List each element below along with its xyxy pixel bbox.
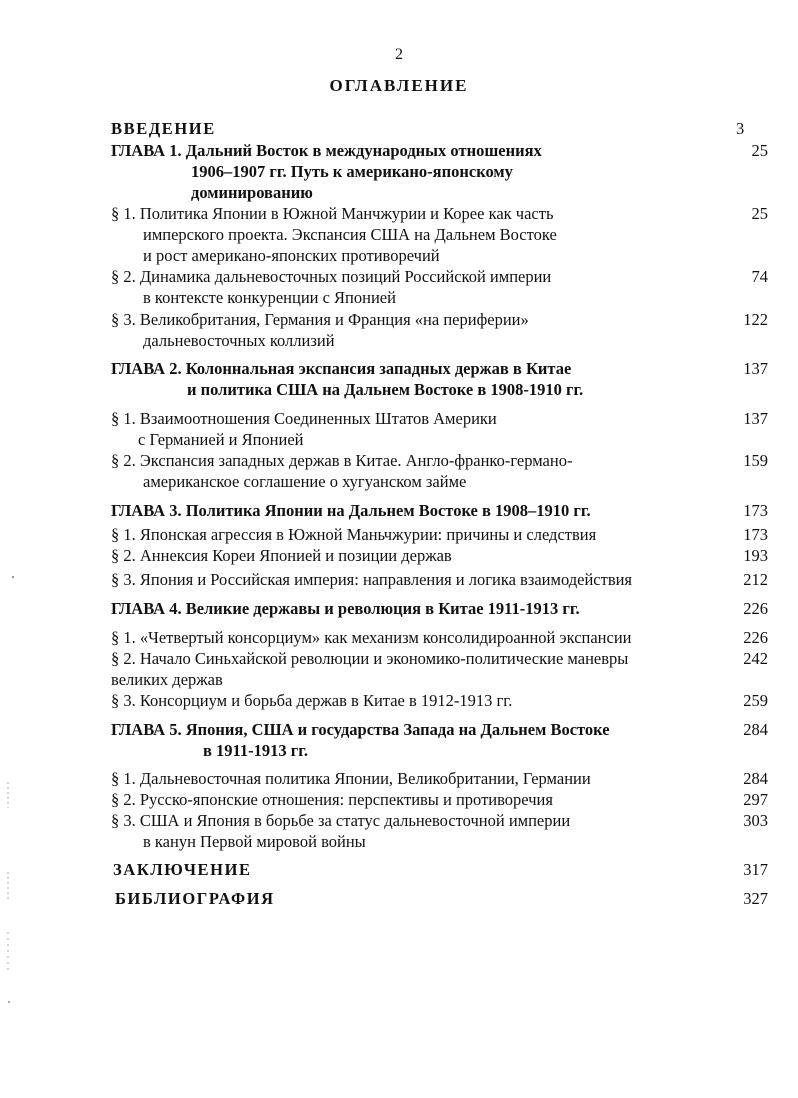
toc-conclusion-page: 317 <box>743 860 768 879</box>
section-line: § 2. Динамика дальневосточных позиций Российской империи <box>111 267 552 286</box>
section-line: § 2. Экспансия западных держав в Китае. Англо-франко-германо- <box>111 451 573 470</box>
section-page: 193 <box>743 546 768 565</box>
section-page: 259 <box>743 691 768 710</box>
section-line: § 1. Политика Японии в Южной Манчжурии и Корее как часть <box>111 204 554 223</box>
chapter-1-title-line-3: доминированию <box>191 183 313 202</box>
section-line: в контексте конкуренции с Японией <box>143 288 396 307</box>
section-line: § 3. Великобритания, Германия и Франция «на периферии» <box>111 310 529 329</box>
section-line: § 2. Аннексия Кореи Японией и позиции держав <box>111 546 452 565</box>
section-page: 122 <box>743 310 768 329</box>
section-line: в канун Первой мировой войны <box>143 832 366 851</box>
section-page: 173 <box>743 525 768 544</box>
toc-intro-page: 3 <box>736 119 745 138</box>
page-title: ОГЛАВЛЕНИЕ <box>329 76 469 95</box>
section-line: имперского проекта. Экспансия США на Дальнем Востоке <box>143 225 557 244</box>
section-page: 284 <box>743 769 768 788</box>
section-page: 25 <box>751 204 768 223</box>
section-page: 159 <box>743 451 768 470</box>
section-line: и рост американо-японских противоречий <box>143 246 440 265</box>
section-line: § 3. Япония и Российская империя: направления и логика взаимодействия <box>111 570 633 589</box>
section-page: 226 <box>743 628 768 647</box>
page-number: 2 <box>395 46 403 63</box>
chapter-4-title-line-1: ГЛАВА 4. Великие державы и революция в Китае 1911-1913 гг. <box>111 599 580 618</box>
toc-conclusion-label: ЗАКЛЮЧЕНИЕ <box>113 860 252 879</box>
toc-bibliography-page: 327 <box>743 889 768 908</box>
chapter-5-title-line-2: в 1911-1913 гг. <box>203 741 308 760</box>
chapter-1-title-line-2: 1906–1907 гг. Путь к американо-японскому <box>191 162 513 181</box>
section-line: § 1. «Четвертый консорциум» как механизм консолидироанной экспансии <box>111 628 632 647</box>
section-line: § 2. Начало Синьхайской революции и экономико-политические маневры <box>111 649 629 668</box>
chapter-1-title-line-1: ГЛАВА 1. Дальний Восток в международных отношениях <box>111 141 542 160</box>
chapter-2-title-line-1: ГЛАВА 2. Колоннальная экспансия западных держав в Китае <box>111 359 572 378</box>
section-page: 74 <box>751 267 768 286</box>
chapter-3-title-line-1: ГЛАВА 3. Политика Японии на Дальнем Востоке в 1908–1910 гг. <box>111 501 591 520</box>
section-line: § 3. Консорциум и борьба держав в Китае в 1912-1913 гг. <box>111 691 513 710</box>
section-line: § 1. Взаимоотношения Соединенных Штатов Америки <box>111 409 497 428</box>
section-line: § 1. Японская агрессия в Южной Маньчжурии: причины и следствия <box>111 525 597 544</box>
scan-specks <box>0 560 20 1020</box>
section-line: дальневосточных коллизий <box>143 331 335 350</box>
chapter-2-title-line-2: и политика США на Дальнем Востоке в 1908-1910 гг. <box>187 380 584 399</box>
chapter-2-page: 137 <box>743 359 768 378</box>
section-line: с Германией и Японией <box>138 430 304 449</box>
chapter-5-page: 284 <box>743 720 768 739</box>
section-line: § 1. Дальневосточная политика Японии, Великобритании, Германии <box>111 769 591 788</box>
section-page: 297 <box>743 790 768 809</box>
scan-speck <box>12 576 14 578</box>
section-page: 137 <box>743 409 768 428</box>
section-line: американское соглашение о хугуанском займе <box>143 472 467 491</box>
section-line: великих держав <box>111 670 223 689</box>
chapter-3-page: 173 <box>743 501 768 520</box>
chapter-1-page: 25 <box>751 141 768 160</box>
toc-intro-label: ВВЕДЕНИЕ <box>111 119 216 138</box>
section-page: 212 <box>743 570 768 589</box>
scan-speck <box>8 1001 10 1003</box>
section-line: § 2. Русско-японские отношения: перспективы и противоречия <box>111 790 553 809</box>
section-page: 303 <box>743 811 768 830</box>
section-page: 242 <box>743 649 768 668</box>
toc-bibliography-label: БИБЛИОГРАФИЯ <box>115 889 275 908</box>
chapter-4-page: 226 <box>743 599 768 618</box>
section-line: § 3. США и Япония в борьбе за статус дальневосточной империи <box>111 811 571 830</box>
chapter-5-title-line-1: ГЛАВА 5. Япония, США и государства Запада на Дальнем Востоке <box>111 720 610 739</box>
